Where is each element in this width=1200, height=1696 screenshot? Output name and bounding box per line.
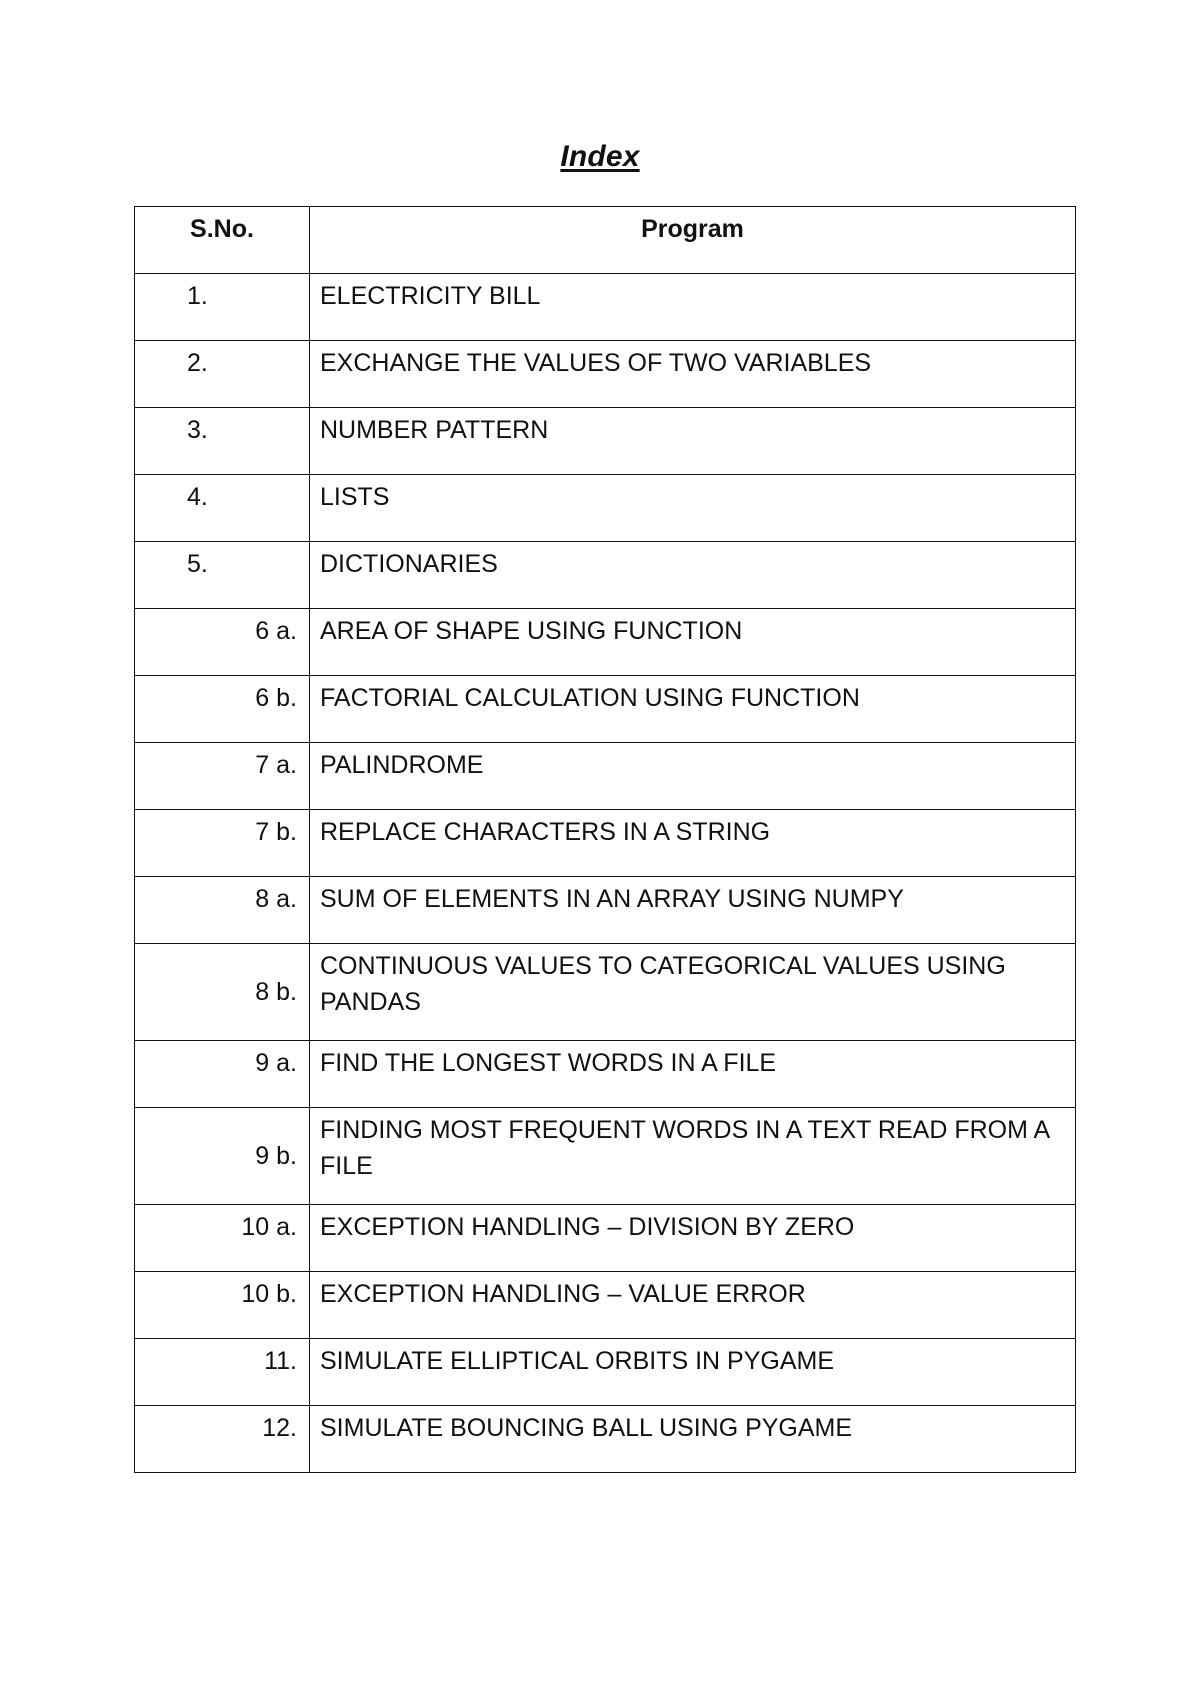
sno-cell: 5. bbox=[135, 542, 310, 609]
table-row bbox=[135, 676, 1076, 743]
sno-cell: 4. bbox=[135, 475, 310, 542]
program-cell: DICTIONARIES bbox=[310, 542, 1076, 609]
sno-cell: 2. bbox=[135, 341, 310, 408]
table-row bbox=[135, 475, 1076, 542]
sno-cell: 8 b. bbox=[135, 944, 310, 1041]
program-cell: NUMBER PATTERN bbox=[310, 408, 1076, 475]
table-row bbox=[135, 609, 1076, 676]
sno-cell: 10 b. bbox=[135, 1272, 310, 1339]
program-cell: PALINDROME bbox=[310, 743, 1076, 810]
program-cell: SUM OF ELEMENTS IN AN ARRAY USING NUMPY bbox=[310, 877, 1076, 944]
table-row bbox=[135, 274, 1076, 341]
table-row bbox=[135, 1108, 1076, 1205]
sno-cell: 6 b. bbox=[135, 676, 310, 743]
header-sno: S.No. bbox=[135, 207, 310, 274]
program-cell: AREA OF SHAPE USING FUNCTION bbox=[310, 609, 1076, 676]
program-cell: EXCHANGE THE VALUES OF TWO VARIABLES bbox=[310, 341, 1076, 408]
sno-cell: 1. bbox=[135, 274, 310, 341]
program-cell: EXCEPTION HANDLING – DIVISION BY ZERO bbox=[310, 1205, 1076, 1272]
program-cell: CONTINUOUS VALUES TO CATEGORICAL VALUES USING PANDAS bbox=[310, 944, 1076, 1041]
table-row bbox=[135, 810, 1076, 877]
program-cell: FACTORIAL CALCULATION USING FUNCTION bbox=[310, 676, 1076, 743]
sno-cell: 6 a. bbox=[135, 609, 310, 676]
table-row bbox=[135, 877, 1076, 944]
program-cell: SIMULATE ELLIPTICAL ORBITS IN PYGAME bbox=[310, 1339, 1076, 1406]
page-title: Index bbox=[560, 140, 640, 173]
program-cell: EXCEPTION HANDLING – VALUE ERROR bbox=[310, 1272, 1076, 1339]
sno-cell: 12. bbox=[135, 1406, 310, 1473]
table-header-row bbox=[135, 207, 1076, 274]
program-cell: SIMULATE BOUNCING BALL USING PYGAME bbox=[310, 1406, 1076, 1473]
sno-cell: 3. bbox=[135, 408, 310, 475]
sno-cell: 7 a. bbox=[135, 743, 310, 810]
program-cell: LISTS bbox=[310, 475, 1076, 542]
table-row bbox=[135, 341, 1076, 408]
program-cell: FIND THE LONGEST WORDS IN A FILE bbox=[310, 1041, 1076, 1108]
table-row bbox=[135, 1041, 1076, 1108]
header-program: Program bbox=[310, 207, 1076, 274]
table-row bbox=[135, 743, 1076, 810]
sno-cell: 11. bbox=[135, 1339, 310, 1406]
table-row bbox=[135, 1205, 1076, 1272]
table-row bbox=[135, 944, 1076, 1041]
sno-cell: 9 a. bbox=[135, 1041, 310, 1108]
index-table bbox=[134, 206, 1076, 1473]
program-cell: ELECTRICITY BILL bbox=[310, 274, 1076, 341]
sno-cell: 10 a. bbox=[135, 1205, 310, 1272]
sno-cell: 8 a. bbox=[135, 877, 310, 944]
table-row bbox=[135, 1406, 1076, 1473]
table-row bbox=[135, 1272, 1076, 1339]
program-cell: FINDING MOST FREQUENT WORDS IN A TEXT READ FROM A FILE bbox=[310, 1108, 1076, 1205]
table-row bbox=[135, 542, 1076, 609]
program-cell: REPLACE CHARACTERS IN A STRING bbox=[310, 810, 1076, 877]
table-row bbox=[135, 1339, 1076, 1406]
sno-cell: 7 b. bbox=[135, 810, 310, 877]
sno-cell: 9 b. bbox=[135, 1108, 310, 1205]
table-row bbox=[135, 408, 1076, 475]
